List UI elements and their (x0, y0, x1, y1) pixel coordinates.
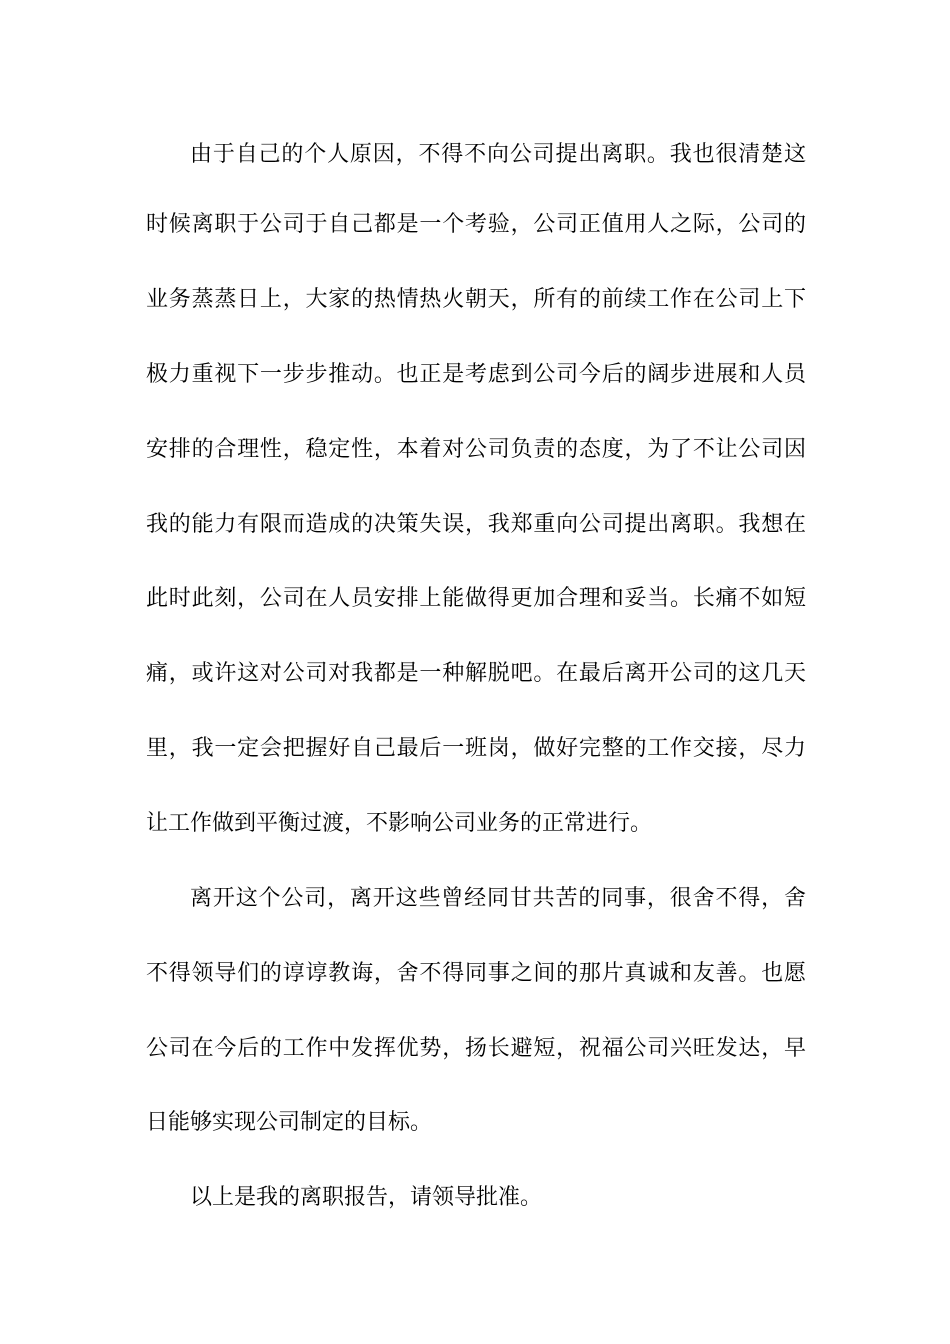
paragraph-1-line-6: 我的能力有限而造成的决策失误，我郑重向公司提出离职。我想在 (146, 512, 806, 537)
paragraph-2-line-2: 不得领导们的谆谆教诲，舍不得同事之间的那片真诚和友善。也愿 (146, 961, 806, 986)
paragraph-1-line-10: 让工作做到平衡过渡，不影响公司业务的正常进行。 (146, 811, 653, 836)
paragraph-1-line-2: 时候离职于公司于自己都是一个考验，公司正值用人之际，公司的 (146, 212, 806, 237)
paragraph-2-line-4: 日能够实现公司制定的目标。 (146, 1110, 433, 1135)
paragraph-2-line-1: 离开这个公司，离开这些曾经同甘共苦的同事，很舍不得，舍 (190, 886, 806, 911)
paragraph-2-line-3: 公司在今后的工作中发挥优势，扬长避短，祝福公司兴旺发达，早 (146, 1036, 806, 1061)
paragraph-1-line-1: 由于自己的个人原因，不得不向公司提出离职。我也很清楚这 (190, 142, 806, 167)
paragraph-1-line-8: 痛，或许这对公司对我都是一种解脱吧。在最后离开公司的这几天 (146, 661, 806, 686)
paragraph-3-line-1: 以上是我的离职报告，请领导批准。 (190, 1185, 543, 1210)
paragraph-1-line-5: 安排的合理性，稳定性，本着对公司负责的态度，为了不让公司因 (146, 437, 806, 462)
paragraph-1-line-7: 此时此刻，公司在人员安排上能做得更加合理和妥当。长痛不如短 (146, 586, 806, 611)
paragraph-1-line-4: 极力重视下一步步推动。也正是考虑到公司今后的阔步进展和人员 (146, 362, 806, 387)
paragraph-1-line-9: 里，我一定会把握好自己最后一班岗，做好完整的工作交接，尽力 (146, 736, 806, 761)
paragraph-1-line-3: 业务蒸蒸日上，大家的热情热火朝天，所有的前续工作在公司上下 (146, 287, 806, 312)
